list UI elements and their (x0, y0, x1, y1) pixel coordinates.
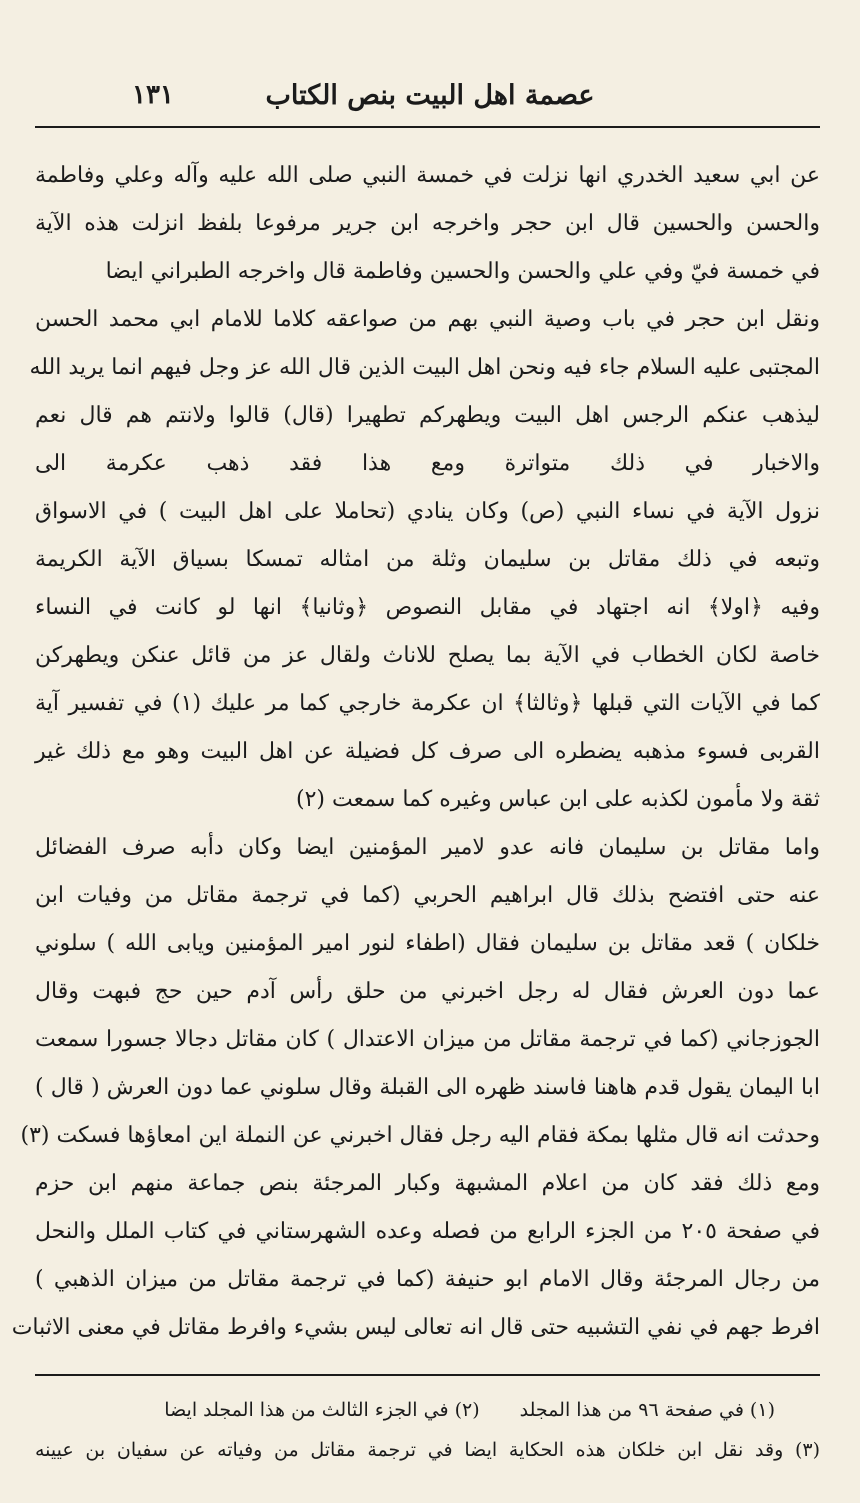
text-line: والحسن والحسين قال ابن حجر واخرجه ابن جرير مرفوعا بلفظ انزلت هذه الآية (35, 211, 820, 236)
body-text (11, 152, 820, 1352)
text-line: ثقة ولا مأمون لكذبه على ابن عباس وغيره كما سمعت (٢) (295, 787, 820, 812)
text-line: عما دون العرش فقال له رجل اخبرني من حلق رأس آدم حين حج فبهت وقال (35, 979, 820, 1004)
text-line: ليذهب عنكم الرجس اهل البيت ويطهركم تطهيرا (قال) قالوا ولانتم هم قال نعم (35, 403, 820, 428)
text-line: عن ابي سعيد الخدري انها نزلت في خمسة النبي صلى الله عليه وآله وعلي وفاطمة (35, 163, 820, 188)
text-line: القربى فسوء مذهبه يضطره الى صرف كل فضيلة عن اهل البيت وهو مع ذلك غير (35, 739, 820, 764)
text-line: عنه حتى افتضح بذلك قال ابراهيم الحربي (كما في ترجمة مقاتل من وفيات ابن (35, 883, 820, 908)
footnote-1: (١) في صفحة ٩٦ من هذا المجلد (519, 1399, 775, 1421)
text-line: من رجال المرجئة وقال الامام ابو حنيفة (كما في ترجمة مقاتل من ميزان الذهبي ) (35, 1267, 820, 1292)
page-number: ١٣١ (132, 80, 174, 110)
text-line: نزول الآية في نساء النبي (ص) وكان ينادي (تحاملا على اهل البيت ) في الاسواق (35, 499, 820, 524)
text-line: الجوزجاني (كما في ترجمة مقاتل من ميزان الاعتدال ) كان مقاتل دجالا جسورا سمعت (35, 1027, 820, 1052)
footnote-row (35, 1390, 820, 1430)
text-line: في خمسة فيّ وفي علي والحسن والحسين وفاطمة قال واخرجه الطبراني ايضا (105, 259, 820, 284)
text-line: في صفحة ٢٠٥ من الجزء الرابع من فصله وعده الشهرستاني في كتاب الملل والنحل (35, 1219, 820, 1244)
page-title: عصمة اهل البيت بنص الكتاب (265, 80, 595, 111)
page-header (40, 70, 820, 124)
text-line: وفيه ﴿اولا﴾ انه اجتهاد في مقابل النصوص ﴿وثانيا﴾ انها لو كانت في النساء (35, 595, 820, 620)
footnote-divider (35, 1374, 820, 1376)
footnote-2: (٢) في الجزء الثالث من هذا المجلد ايضا (164, 1399, 480, 1421)
text-line: واما مقاتل بن سليمان فانه عدو لامير المؤمنين ايضا وكان دأبه صرف الفضائل (35, 835, 820, 860)
header-divider (35, 126, 820, 128)
text-line: افرط جهم في نفي التشبيه حتى قال انه تعالى ليس بشيء وافرط مقاتل في معنى الاثبات (11, 1315, 820, 1340)
text-line: خاصة لكان الخطاب في الآية بما يصلح للاناث ولقال عز من قائل عنكن ويطهركن (35, 643, 820, 668)
text-line: والاخبار في ذلك متواترة ومع هذا فقد ذهب عكرمة الى (35, 451, 820, 476)
text-line: ومع ذلك فقد كان من اعلام المشبهة وكبار المرجئة بنص جماعة منهم ابن حزم (35, 1171, 820, 1196)
footnotes (35, 1390, 820, 1470)
text-line: خلكان ) قعد مقاتل بن سليمان فقال (اطفاء لنور امير المؤمنين ويابى الله ) سلوني (35, 931, 820, 956)
text-line: وتبعه في ذلك مقاتل بن سليمان وثلة من امثاله تمسكا بسياق الآية الكريمة (35, 547, 820, 572)
text-line: كما في الآيات التي قبلها ﴿وثالثا﴾ ان عكرمة خارجي كما مر عليك (١) في تفسير آية (35, 691, 820, 716)
text-line: ونقل ابن حجر في باب وصية النبي بهم من صواعقه كلاما للامام ابي محمد الحسن (35, 307, 820, 332)
footnote-3: (٣) وقد نقل ابن خلكان هذه الحكاية ايضا في ترجمة مقاتل من وفياته عن سفيان بن عيينه (35, 1439, 820, 1461)
text-line: وحدثت انه قال مثلها بمكة فقام اليه رجل فقال اخبرني عن النملة اين امعاؤها فسكت (٣) (20, 1123, 820, 1148)
text-line: المجتبى عليه السلام جاء فيه ونحن اهل البيت الذين قال الله عز وجل فيهم انما يريد الله (29, 355, 820, 380)
text-line: ابا اليمان يقول قدم هاهنا فاسند ظهره الى القبلة وقال سلوني عما دون العرش ( قال ) (35, 1075, 820, 1100)
